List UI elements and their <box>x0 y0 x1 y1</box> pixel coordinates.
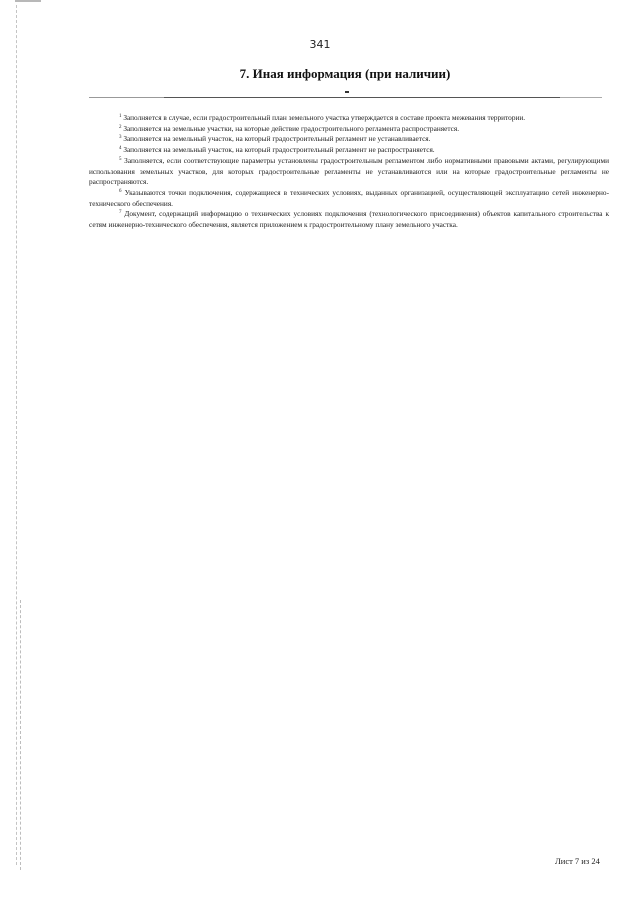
footnote-text: Указываются точки подключения, содержащиеся в технических условиях, выданных организацией, осуществляющей эксплуатацию сетей инженерно-технического обеспечения. <box>89 187 609 208</box>
footnote-text: Заполняется в случае, если градостроительный план земельного участка утверждается в составе проекта межевания территории. <box>123 113 526 122</box>
footnote-marker: 7 <box>119 210 122 216</box>
footnote-4 <box>89 145 609 156</box>
sheet-counter: Лист 7 из 24 <box>555 856 600 866</box>
footnote-marker: 3 <box>119 135 122 141</box>
footnote-marker: 1 <box>119 114 122 119</box>
footnote-marker: 2 <box>119 124 122 130</box>
footnote-6 <box>89 188 609 209</box>
footnote-marker: 5 <box>119 156 122 162</box>
horizontal-rule <box>89 97 602 98</box>
footnote-text: Заполняется на земельный участок, на который градостроительный регламент не устанавливается. <box>123 134 431 144</box>
scan-artifact-top-bar <box>15 0 41 2</box>
footnote-2 <box>89 124 609 135</box>
footnote-marker: 4 <box>119 146 122 152</box>
section-value-dash <box>345 91 349 93</box>
footnote-7 <box>89 209 609 230</box>
footnotes-block <box>89 113 609 231</box>
horizontal-rule-faded-left <box>89 97 164 98</box>
scan-artifact-left-edge <box>16 5 17 865</box>
footnote-5 <box>89 156 609 188</box>
footnote-marker: 6 <box>119 188 122 194</box>
footnote-text: Заполняется, если соответствующие параметры установлены градостроительным регламентом либо нормативными правовыми актами, регулирующими использования земельных участков, для которых градостроительные регламенты не устанавливаются или на которые градостроительные регламенты не распространяются. <box>89 155 610 187</box>
footnote-3 <box>89 134 609 145</box>
footnote-text: Документ, содержащий информацию о технических условиях подключения (технологического присоединения) объектов капитального строительства к сетям инженерно-технического обеспечения, является приложением к градостроительному плану земельного участка. <box>89 209 609 230</box>
footnote-1 <box>89 113 609 124</box>
horizontal-rule-faded-right <box>560 97 602 98</box>
footnote-text: Заполняется на земельные участки, на которые действие градостроительного регламента распространяется. <box>123 123 460 133</box>
page-number: 341 <box>309 38 331 51</box>
scan-artifact-left-edge-lower <box>20 600 21 870</box>
footnote-text: Заполняется на земельный участок, на который градостроительный регламент не распространяется. <box>123 145 435 155</box>
section-title: 7. Иная информация (при наличии) <box>239 66 451 81</box>
